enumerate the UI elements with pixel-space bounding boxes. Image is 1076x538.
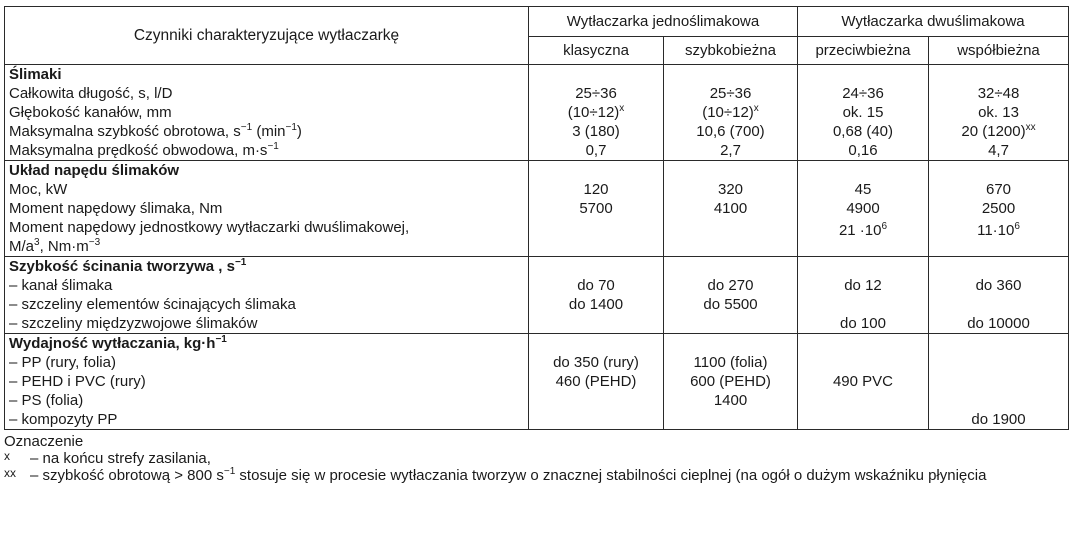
value: do 100 — [840, 315, 886, 332]
value: 10,6 (700) — [696, 123, 765, 140]
value: 24÷36 — [842, 85, 884, 102]
section-screws — [5, 65, 1069, 161]
value-cell-classic — [529, 257, 664, 334]
value-cell-counter-rotating — [798, 161, 929, 257]
row-label: – PP (rury, folia) — [9, 354, 116, 371]
row-label: – kompozyty PP — [9, 411, 118, 428]
row-label: Maksymalna prędkość obwodowa, $m\cdot s^{-1}$ — [9, 141, 279, 159]
value: 32÷48 — [977, 85, 1020, 102]
row-label: Moc, kW — [9, 181, 68, 198]
notes-title: Oznaczenie — [4, 433, 84, 450]
note-mark: x — [4, 449, 10, 463]
header-single-screw: Wytłaczarka jednoślimakowa — [529, 7, 798, 37]
value: 2500 — [981, 200, 1016, 217]
value: do 70 — [577, 277, 615, 294]
section-title: Układ napędu ślimaków — [9, 162, 180, 179]
value-cell-high-speed — [664, 257, 798, 334]
section-label-cell — [5, 161, 529, 257]
value-cell-co-rotating — [929, 65, 1069, 161]
section-drive — [5, 161, 1069, 257]
header-twin-screw: Wytłaczarka dwuślimakowa — [798, 7, 1069, 37]
value: ok. 15 — [842, 104, 884, 121]
row-label: – PS (folia) — [9, 392, 84, 409]
value: 670 — [985, 181, 1012, 198]
value: 0,68 (40) — [832, 123, 894, 140]
value: 490 PVC — [832, 373, 894, 390]
value-cell-high-speed — [664, 161, 798, 257]
section-title: Szybkość ścinania tworzywa , $s^{-1}$ — [9, 257, 247, 275]
value: 320 — [717, 181, 744, 198]
value: 1400 — [713, 392, 748, 409]
value: do 5500 — [703, 296, 758, 313]
value: 4100 — [713, 200, 748, 217]
value: 600 (PEHD) — [690, 373, 771, 390]
header-classic: klasyczna — [529, 37, 664, 65]
value-cell-classic — [529, 65, 664, 161]
row-label: $M/a^3$, $Nm\cdot m^{-3}$ — [9, 237, 101, 255]
note-item — [4, 467, 1070, 484]
value: ok. 13 — [978, 104, 1019, 121]
header-high-speed: szybkobieżna — [664, 37, 798, 65]
header-co-rotating: współbieżna — [929, 37, 1069, 65]
value: 25÷36 — [575, 85, 617, 102]
value: 45 — [854, 181, 872, 198]
value: 5700 — [579, 200, 613, 217]
section-shear-rate — [5, 257, 1069, 334]
section-title: Wydajność wytłaczania, $kg\cdot h^{-1}$ — [9, 334, 227, 352]
row-label: – szczeliny elementów ścinających ślimaka — [9, 296, 296, 313]
value: 460 (PEHD) — [555, 373, 637, 390]
section-output — [5, 334, 1069, 430]
row-label: – kanał ślimaka — [9, 277, 113, 294]
extruder-comparison-table — [4, 6, 1069, 430]
value: do 12 — [844, 277, 882, 294]
header-factors: Czynniki charakteryzujące wytłaczarkę — [5, 7, 529, 65]
value: 1100 (folia) — [693, 354, 768, 371]
value-cell-classic — [529, 334, 664, 430]
section-label-cell — [5, 257, 529, 334]
value: 2,7 — [720, 142, 741, 159]
note-item — [4, 450, 1070, 467]
value: 25÷36 — [709, 85, 752, 102]
note-text: – na końcu strefy zasilania, — [30, 450, 211, 467]
row-label: Całkowita długość, s, l/D — [9, 85, 173, 102]
value: 4,7 — [988, 142, 1009, 159]
value-cell-counter-rotating — [798, 334, 929, 430]
value-cell-counter-rotating — [798, 65, 929, 161]
note-text: – szybkość obrotową > 800 $s^{-1}$ stosuje się w procesie wytłaczania tworzyw o znacznej stabilności cieplnej (na ogół o dużym wskaźniku płynięcia — [30, 466, 987, 484]
value: 3 (180) — [572, 123, 620, 140]
value: 20 $(1200)^{xx}$ — [961, 122, 1036, 140]
row-label: Maksymalna szybkość obrotowa, $s^{-1}$ $(\min^{-1})$ — [9, 122, 302, 140]
document-page — [4, 6, 1070, 484]
section-label-cell — [5, 65, 529, 161]
value: $(10\div 12)^x$ — [702, 103, 759, 121]
value: $21 \cdot 10^6$ — [838, 221, 888, 239]
value: do 360 — [975, 277, 1022, 294]
row-label: – PEHD i PVC (rury) — [9, 373, 146, 390]
value: do 10000 — [967, 315, 1030, 332]
value: 120 — [583, 181, 609, 198]
value: do 270 — [707, 277, 754, 294]
section-title: Ślimaki — [9, 66, 62, 83]
value: do 1400 — [568, 296, 624, 313]
value: do 350 (rury) — [553, 354, 639, 371]
row-label: – szczeliny międzyzwojowe ślimaków — [9, 315, 258, 332]
value: $11\cdot 10^6$ — [977, 221, 1020, 239]
value-cell-high-speed — [664, 334, 798, 430]
value-cell-co-rotating — [929, 161, 1069, 257]
header-counter-rotating: przeciwbieżna — [798, 37, 929, 65]
section-label-cell — [5, 334, 529, 430]
value-cell-classic — [529, 161, 664, 257]
value: 0,7 — [585, 142, 607, 159]
value-cell-co-rotating — [929, 334, 1069, 430]
value: 4900 — [846, 200, 880, 217]
row-label: Głębokość kanałów, mm — [9, 104, 172, 121]
value-cell-co-rotating — [929, 257, 1069, 334]
row-label: Moment napędowy ślimaka, Nm — [9, 200, 223, 217]
value: do 1900 — [971, 411, 1026, 428]
value-cell-high-speed — [664, 65, 798, 161]
legend-notes — [4, 433, 1070, 484]
value: $(10\div 12)^x$ — [567, 103, 625, 121]
row-label: Moment napędowy jednostkowy wytłaczarki dwuślimakowej, — [9, 219, 410, 236]
note-mark: xx — [4, 466, 16, 480]
value-cell-counter-rotating — [798, 257, 929, 334]
value: 0,16 — [848, 142, 878, 159]
